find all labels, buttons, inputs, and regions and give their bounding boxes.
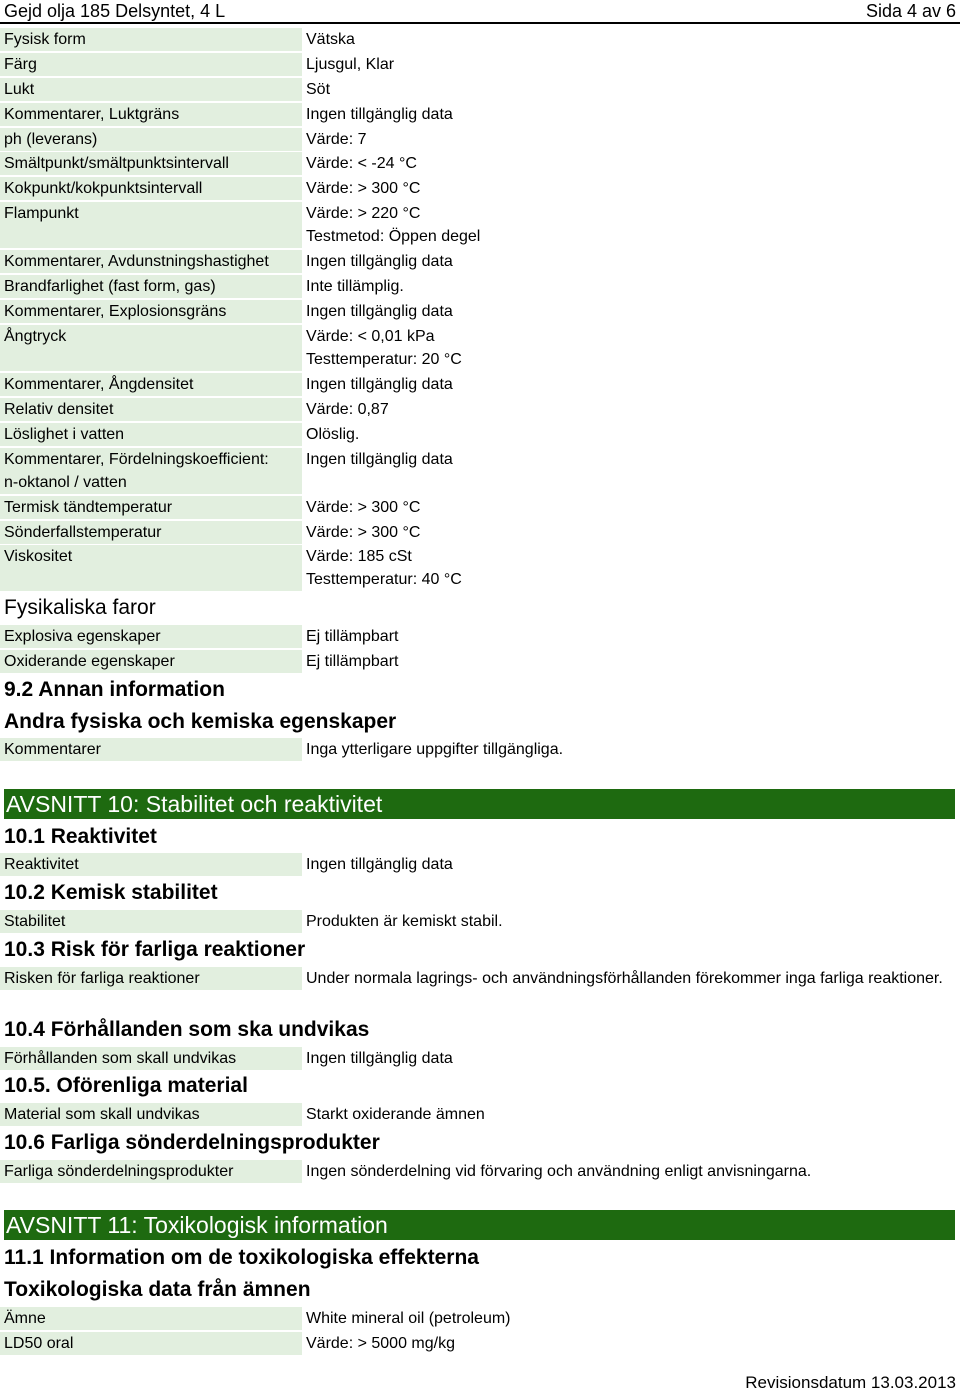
prop-label: Risken för farliga reaktioner	[0, 967, 302, 990]
prop-label: Stabilitet	[0, 910, 302, 933]
prop-value-line: Testmetod: Öppen degel	[306, 228, 481, 245]
prop-value: Inte tillämplig.	[306, 278, 404, 295]
prop-value: Produkten är kemiskt stabil.	[306, 913, 503, 930]
prop-value: Starkt oxiderande ämnen	[306, 1106, 485, 1123]
prop-label: Oxiderande egenskaper	[0, 650, 302, 673]
prop-value-line: Testtemperatur: 40 °C	[306, 571, 462, 588]
prop-value: Ingen tillgänglig data	[306, 106, 453, 123]
prop-label: Kommentarer, Avdunstningshastighet	[0, 250, 302, 273]
prop-label: Kommentarer, Explosionsgräns	[0, 300, 302, 323]
prop-value: Ingen tillgänglig data	[306, 451, 453, 468]
page-number: Sida 4 av 6	[865, 1, 956, 21]
prop-value: Ljusgul, Klar	[306, 56, 395, 73]
prop-value: Ingen tillgänglig data	[306, 376, 453, 393]
prop-value: Värde: 7	[306, 131, 367, 148]
prop-value: Ingen tillgänglig data	[306, 253, 453, 270]
prop-value-line: Värde: < 0,01 kPa	[306, 328, 435, 345]
prop-value-line: Värde: 185 cSt	[306, 548, 412, 565]
physical-hazards-heading: Fysikaliska faror	[4, 596, 156, 619]
prop-label: Lukt	[0, 78, 302, 101]
page-header	[0, 0, 960, 24]
prop-label: Färg	[0, 53, 302, 76]
prop-value: Värde: > 300 °C	[306, 499, 421, 516]
prop-label: Fysisk form	[0, 28, 302, 51]
subsection-heading: Andra fysiska och kemiska egenskaper	[4, 710, 397, 733]
prop-value: Ingen tillgänglig data	[306, 1050, 453, 1067]
prop-label: Ångtryck	[0, 325, 302, 371]
revision-date: Revisionsdatum 13.03.2013	[745, 1373, 956, 1392]
prop-value	[306, 202, 480, 248]
prop-label: Flampunkt	[0, 202, 302, 248]
prop-label: Material som skall undvikas	[0, 1103, 302, 1126]
prop-value: Söt	[306, 81, 331, 98]
prop-label: Kommentarer	[0, 738, 302, 761]
prop-label: Löslighet i vatten	[0, 423, 302, 446]
prop-value: Värde: < -24 °C	[306, 155, 417, 172]
section-heading-10-1: 10.1 Reaktivitet	[4, 825, 157, 848]
prop-label: Termisk tändtemperatur	[0, 496, 302, 519]
section-heading-10-2: 10.2 Kemisk stabilitet	[4, 881, 218, 904]
prop-value: Ingen tillgänglig data	[306, 303, 453, 320]
prop-label: Relativ densitet	[0, 398, 302, 421]
prop-label-line: Kommentarer, Fördelningskoefficient:	[4, 451, 269, 468]
prop-value: Under normala lagrings- och användningsförhållanden förekommer inga farliga reaktioner.	[306, 970, 943, 987]
prop-value: Värde: 0,87	[306, 401, 389, 418]
section-10-band: AVSNITT 10: Stabilitet och reaktivitet	[4, 789, 955, 819]
prop-value: Ingen tillgänglig data	[306, 856, 453, 873]
prop-value: Inga ytterligare uppgifter tillgängliga.	[306, 741, 564, 758]
prop-label: Kokpunkt/kokpunktsintervall	[0, 177, 302, 200]
prop-label: Reaktivitet	[0, 853, 302, 876]
prop-value-line: Testtemperatur: 20 °C	[306, 351, 462, 368]
prop-value: Olöslig.	[306, 426, 360, 443]
section-heading-9-2: 9.2 Annan information	[4, 678, 225, 701]
document-title: Gejd olja 185 Delsyntet, 4 L	[4, 1, 226, 21]
prop-label: Explosiva egenskaper	[0, 625, 302, 648]
prop-value: White mineral oil (petroleum)	[306, 1310, 511, 1327]
prop-value	[306, 545, 462, 591]
prop-label: Viskositet	[0, 545, 302, 591]
prop-value: Värde: > 300 °C	[306, 524, 421, 541]
prop-label: LD50 oral	[0, 1332, 302, 1355]
section-heading-10-3: 10.3 Risk för farliga reaktioner	[4, 938, 306, 961]
prop-value: Ingen sönderdelning vid förvaring och användning enligt anvisningarna.	[306, 1163, 812, 1180]
prop-label: Kommentarer, Luktgräns	[0, 103, 302, 126]
prop-value: Värde: > 300 °C	[306, 180, 421, 197]
prop-label: Kommentarer, Ångdensitet	[0, 373, 302, 396]
subsection-heading: Toxikologiska data från ämnen	[4, 1278, 311, 1301]
section-heading-10-5: 10.5. Oförenliga material	[4, 1074, 248, 1097]
prop-label	[0, 448, 302, 494]
prop-label: Farliga sönderdelningsprodukter	[0, 1160, 302, 1183]
prop-value: Vätska	[306, 31, 355, 48]
prop-value: Värde: > 5000 mg/kg	[306, 1335, 455, 1352]
section-11-band: AVSNITT 11: Toxikologisk information	[4, 1210, 955, 1240]
prop-label: Ämne	[0, 1307, 302, 1330]
prop-label: Brandfarlighet (fast form, gas)	[0, 275, 302, 298]
prop-label: ph (leverans)	[0, 128, 302, 151]
section-heading-10-4: 10.4 Förhållanden som ska undvikas	[4, 1018, 370, 1041]
prop-value-line: Värde: > 220 °C	[306, 205, 421, 222]
prop-label: Förhållanden som skall undvikas	[0, 1047, 302, 1070]
prop-value	[306, 325, 462, 371]
prop-value: Ej tillämpbart	[306, 628, 399, 645]
prop-label: Smältpunkt/smältpunktsintervall	[0, 152, 302, 175]
section-heading-10-6: 10.6 Farliga sönderdelningsprodukter	[4, 1131, 380, 1154]
prop-value: Ej tillämpbart	[306, 653, 399, 670]
prop-label: Sönderfallstemperatur	[0, 521, 302, 544]
section-heading-11-1: 11.1 Information om de toxikologiska effekterna	[4, 1246, 479, 1269]
prop-label-line: n-oktanol / vatten	[4, 474, 127, 491]
